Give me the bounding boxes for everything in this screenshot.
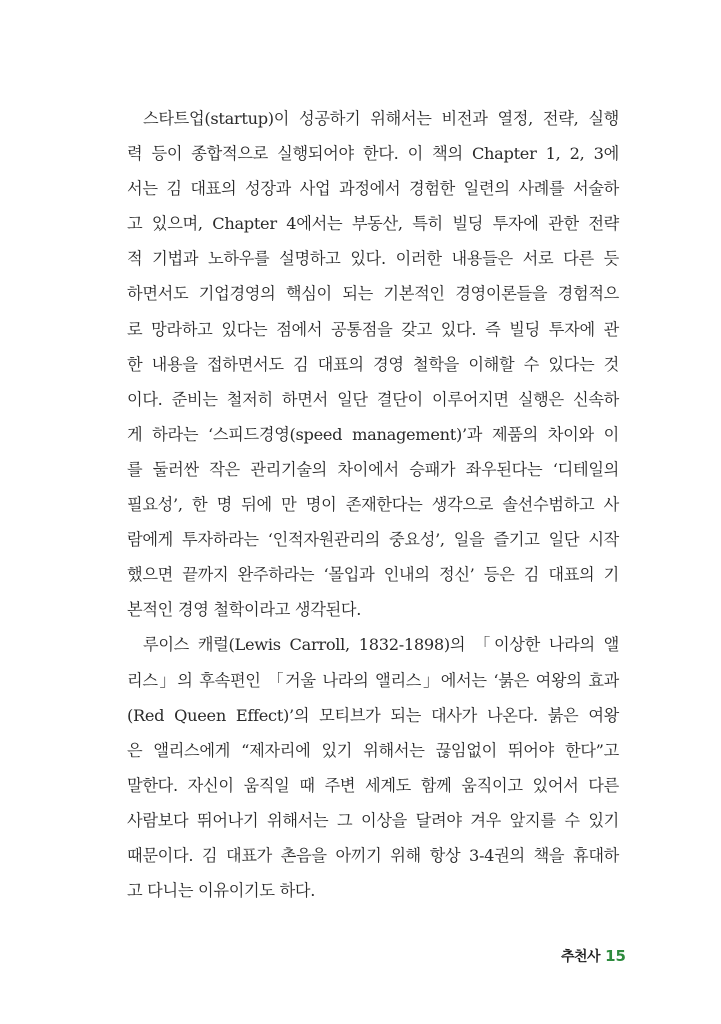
- paragraph-red-queen: [127, 627, 619, 908]
- paragraph-startup: [127, 101, 619, 627]
- text-line: 로 망라하고 있다는 점에서 공통점을 갖고 있다. 즉 빌딩 투자에 관: [127, 319, 619, 339]
- text-line: 사람보다 뛰어나기 위해서는 그 이상을 달려야 겨우 앞지를 수 있기: [127, 810, 619, 830]
- body-text: [127, 101, 619, 908]
- text-line: 게 하라는 ‘스피드경영(speed management)’과 제품의 차이와 이: [127, 424, 619, 444]
- text-line: 말한다. 자신이 움직일 때 주변 세계도 함께 움직이고 있어서 다른: [127, 775, 619, 795]
- text-line: 하면서도 기업경영의 핵심이 되는 기본적인 경영이론들을 경험적으: [127, 284, 619, 304]
- text-line: 한 내용을 접하면서도 김 대표의 경영 철학을 이해할 수 있다는 것: [127, 354, 619, 374]
- text-line: 루이스 캐럴(Lewis Carroll, 1832-1898)의 「이상한 나라의 앨: [143, 635, 619, 655]
- text-line: 했으면 끝까지 완주하라는 ‘몰입과 인내의 정신’ 등은 김 대표의 기: [127, 565, 619, 585]
- text-line: 력 등이 종합적으로 실행되어야 한다. 이 책의 Chapter 1, 2, 3에: [127, 144, 619, 164]
- text-line: 서는 김 대표의 성장과 사업 과정에서 경험한 일련의 사례를 서술하: [127, 179, 619, 199]
- text-line: 스타트업(startup)이 성공하기 위해서는 비전과 열정, 전략, 실행: [143, 109, 619, 128]
- text-line: 은 앨리스에게 “제자리에 있기 위해서는 끊임없이 뛰어야 한다”고: [127, 740, 619, 760]
- text-line: (Red Queen Effect)’의 모티브가 되는 대사가 나온다. 붉은 여왕: [127, 705, 619, 725]
- text-line: 필요성’, 한 명 뒤에 만 명이 존재한다는 생각으로 솔선수범하고 사: [127, 495, 619, 515]
- text-line: 때문이다. 김 대표가 촌음을 아끼기 위해 항상 3-4권의 책을 휴대하: [127, 845, 619, 865]
- section-title: 추천사: [561, 949, 601, 965]
- text-line: 를 둘러싼 작은 관리기술의 차이에서 승패가 좌우된다는 ‘디테일의: [127, 459, 619, 479]
- page-footer: [561, 946, 626, 967]
- text-line: 람에게 투자하라는 ‘인적자원관리의 중요성’, 일을 즐기고 일단 시작: [127, 530, 619, 550]
- page-number: 15: [605, 947, 626, 965]
- text-line: 본적인 경영 철학이라고 생각된다.: [127, 600, 362, 620]
- text-line: 이다. 준비는 철저히 하면서 일단 결단이 이루어지면 실행은 신속하: [127, 389, 619, 409]
- text-line: 적 기법과 노하우를 설명하고 있다. 이러한 내용들은 서로 다른 듯: [127, 249, 619, 269]
- text-line: 고 다니는 이유이기도 하다.: [127, 881, 316, 901]
- text-line: 고 있으며, Chapter 4에서는 부동산, 특히 빌딩 투자에 관한 전략: [127, 214, 619, 234]
- text-line: 리스」의 후속편인 「거울 나라의 앨리스」에서는 ‘붉은 여왕의 효과: [127, 670, 619, 690]
